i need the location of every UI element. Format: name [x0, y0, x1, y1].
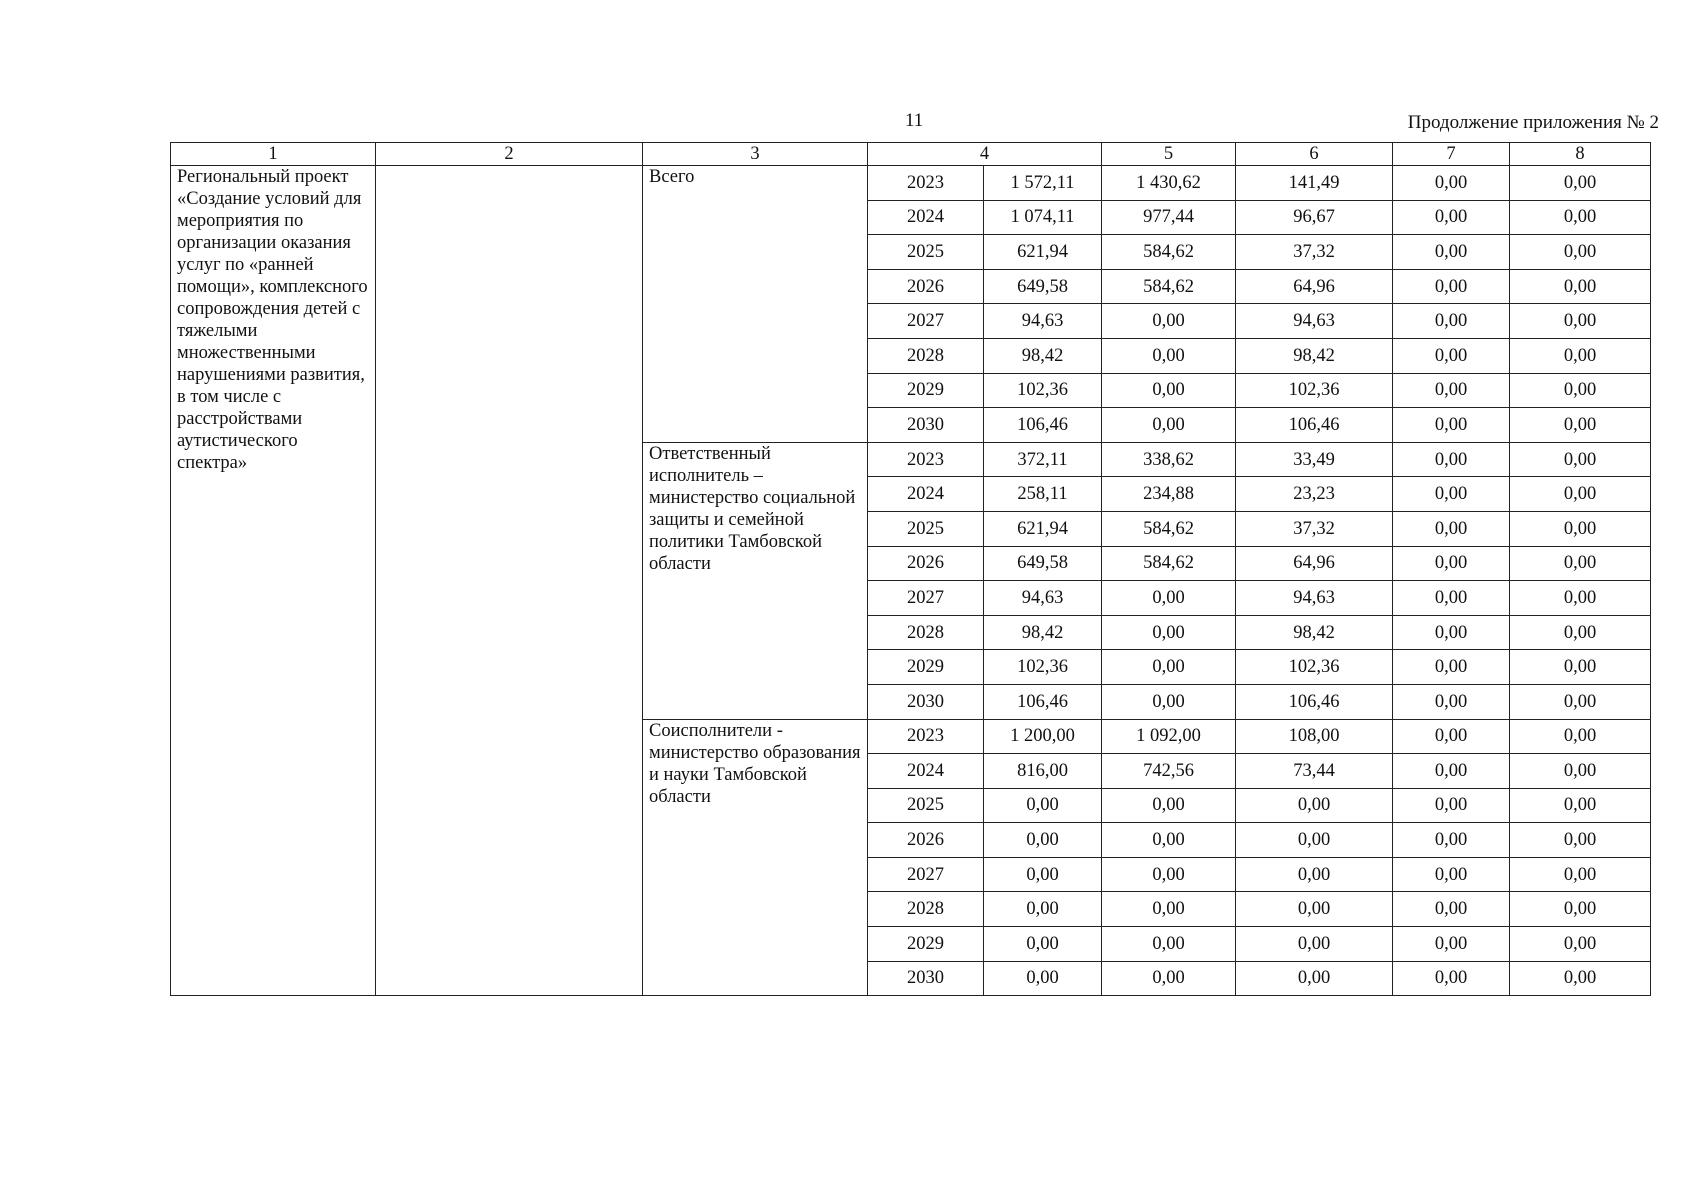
year-cell: 2029 — [868, 650, 984, 685]
column-8-value-cell: 0,00 — [1510, 961, 1651, 996]
year-cell: 2027 — [868, 304, 984, 339]
column-5-value-cell: 0,00 — [1102, 788, 1236, 823]
column-5-value-cell: 0,00 — [1102, 373, 1236, 408]
column-6-value-cell: 37,32 — [1236, 235, 1393, 270]
year-cell: 2030 — [868, 961, 984, 996]
column-5-value-cell: 0,00 — [1102, 650, 1236, 685]
column-7-value-cell: 0,00 — [1393, 477, 1510, 512]
column-7-value-cell: 0,00 — [1393, 615, 1510, 650]
year-cell: 2027 — [868, 581, 984, 616]
total-value-cell: 106,46 — [984, 684, 1102, 719]
year-cell: 2023 — [868, 719, 984, 754]
column-7-value-cell: 0,00 — [1393, 373, 1510, 408]
total-value-cell: 0,00 — [984, 788, 1102, 823]
column-8-value-cell: 0,00 — [1510, 442, 1651, 477]
column-8-value-cell: 0,00 — [1510, 546, 1651, 581]
column-5-value-cell: 0,00 — [1102, 338, 1236, 373]
column-5-value-cell: 0,00 — [1102, 961, 1236, 996]
year-cell: 2025 — [868, 511, 984, 546]
column-7-value-cell: 0,00 — [1393, 408, 1510, 443]
column-7-value-cell: 0,00 — [1393, 442, 1510, 477]
column-6-value-cell: 106,46 — [1236, 684, 1393, 719]
year-cell: 2025 — [868, 235, 984, 270]
column-6-value-cell: 0,00 — [1236, 823, 1393, 858]
column-2-cell — [376, 166, 643, 996]
total-value-cell: 98,42 — [984, 338, 1102, 373]
year-cell: 2026 — [868, 546, 984, 581]
column-5-value-cell: 977,44 — [1102, 200, 1236, 235]
column-number: 2 — [376, 143, 643, 166]
column-8-value-cell: 0,00 — [1510, 477, 1651, 512]
column-5-value-cell: 0,00 — [1102, 927, 1236, 962]
executor-label-cell: Ответственный исполнитель – министерство социальной защиты и семейной политики Тамбовской области — [643, 442, 868, 719]
column-5-value-cell: 338,62 — [1102, 442, 1236, 477]
column-8-value-cell: 0,00 — [1510, 200, 1651, 235]
column-5-value-cell: 1 092,00 — [1102, 719, 1236, 754]
column-6-value-cell: 94,63 — [1236, 581, 1393, 616]
column-6-value-cell: 0,00 — [1236, 961, 1393, 996]
column-5-value-cell: 742,56 — [1102, 754, 1236, 789]
year-cell: 2027 — [868, 857, 984, 892]
column-7-value-cell: 0,00 — [1393, 961, 1510, 996]
executor-label-cell: Всего — [643, 166, 868, 443]
column-8-value-cell: 0,00 — [1510, 581, 1651, 616]
total-value-cell: 1 572,11 — [984, 166, 1102, 201]
total-value-cell: 621,94 — [984, 511, 1102, 546]
column-8-value-cell: 0,00 — [1510, 788, 1651, 823]
year-cell: 2028 — [868, 892, 984, 927]
total-value-cell: 102,36 — [984, 650, 1102, 685]
column-6-value-cell: 102,36 — [1236, 373, 1393, 408]
total-value-cell: 98,42 — [984, 615, 1102, 650]
column-6-value-cell: 23,23 — [1236, 477, 1393, 512]
column-5-value-cell: 0,00 — [1102, 857, 1236, 892]
column-8-value-cell: 0,00 — [1510, 650, 1651, 685]
year-cell: 2023 — [868, 442, 984, 477]
project-name-cell: Региональный проект «Создание условий для мероприятия по организации оказания услуг по «ранней помощи», комплексного сопровождения детей с тяжелыми множественными нарушениями развития, в том числе с расстройствами аутистического спектра» — [171, 166, 376, 996]
column-5-value-cell: 584,62 — [1102, 511, 1236, 546]
column-5-value-cell: 584,62 — [1102, 269, 1236, 304]
column-7-value-cell: 0,00 — [1393, 304, 1510, 339]
year-cell: 2026 — [868, 269, 984, 304]
column-7-value-cell: 0,00 — [1393, 581, 1510, 616]
total-value-cell: 816,00 — [984, 754, 1102, 789]
column-7-value-cell: 0,00 — [1393, 754, 1510, 789]
column-8-value-cell: 0,00 — [1510, 338, 1651, 373]
total-value-cell: 621,94 — [984, 235, 1102, 270]
year-cell: 2030 — [868, 408, 984, 443]
column-6-value-cell: 33,49 — [1236, 442, 1393, 477]
year-cell: 2023 — [868, 166, 984, 201]
column-7-value-cell: 0,00 — [1393, 200, 1510, 235]
column-6-value-cell: 96,67 — [1236, 200, 1393, 235]
column-6-value-cell: 0,00 — [1236, 927, 1393, 962]
column-6-value-cell: 64,96 — [1236, 269, 1393, 304]
page-number: 11 — [905, 110, 924, 131]
total-value-cell: 106,46 — [984, 408, 1102, 443]
column-6-value-cell: 106,46 — [1236, 408, 1393, 443]
column-8-value-cell: 0,00 — [1510, 684, 1651, 719]
total-value-cell: 649,58 — [984, 269, 1102, 304]
column-8-value-cell: 0,00 — [1510, 511, 1651, 546]
total-value-cell: 0,00 — [984, 927, 1102, 962]
column-6-value-cell: 98,42 — [1236, 338, 1393, 373]
column-5-value-cell: 0,00 — [1102, 823, 1236, 858]
column-8-value-cell: 0,00 — [1510, 892, 1651, 927]
year-cell: 2026 — [868, 823, 984, 858]
total-value-cell: 102,36 — [984, 373, 1102, 408]
column-8-value-cell: 0,00 — [1510, 269, 1651, 304]
column-5-value-cell: 1 430,62 — [1102, 166, 1236, 201]
column-6-value-cell: 73,44 — [1236, 754, 1393, 789]
column-7-value-cell: 0,00 — [1393, 235, 1510, 270]
column-7-value-cell: 0,00 — [1393, 684, 1510, 719]
column-5-value-cell: 234,88 — [1102, 477, 1236, 512]
column-7-value-cell: 0,00 — [1393, 650, 1510, 685]
column-6-value-cell: 141,49 — [1236, 166, 1393, 201]
column-number: 6 — [1236, 143, 1393, 166]
column-5-value-cell: 0,00 — [1102, 892, 1236, 927]
column-5-value-cell: 0,00 — [1102, 615, 1236, 650]
column-8-value-cell: 0,00 — [1510, 615, 1651, 650]
total-value-cell: 372,11 — [984, 442, 1102, 477]
column-7-value-cell: 0,00 — [1393, 338, 1510, 373]
year-cell: 2029 — [868, 927, 984, 962]
column-5-value-cell: 0,00 — [1102, 581, 1236, 616]
column-6-value-cell: 108,00 — [1236, 719, 1393, 754]
column-6-value-cell: 98,42 — [1236, 615, 1393, 650]
column-number: 7 — [1393, 143, 1510, 166]
total-value-cell: 94,63 — [984, 581, 1102, 616]
column-8-value-cell: 0,00 — [1510, 235, 1651, 270]
total-value-cell: 258,11 — [984, 477, 1102, 512]
column-number: 8 — [1510, 143, 1651, 166]
total-value-cell: 0,00 — [984, 857, 1102, 892]
column-8-value-cell: 0,00 — [1510, 166, 1651, 201]
column-5-value-cell: 584,62 — [1102, 235, 1236, 270]
column-8-value-cell: 0,00 — [1510, 823, 1651, 858]
column-8-value-cell: 0,00 — [1510, 857, 1651, 892]
column-5-value-cell: 0,00 — [1102, 684, 1236, 719]
column-8-value-cell: 0,00 — [1510, 373, 1651, 408]
executor-label-cell: Соисполнители - министерство образования и науки Тамбовской области — [643, 719, 868, 996]
column-7-value-cell: 0,00 — [1393, 269, 1510, 304]
year-cell: 2025 — [868, 788, 984, 823]
total-value-cell: 94,63 — [984, 304, 1102, 339]
total-value-cell: 1 074,11 — [984, 200, 1102, 235]
column-number-row — [171, 143, 1651, 166]
column-7-value-cell: 0,00 — [1393, 892, 1510, 927]
column-7-value-cell: 0,00 — [1393, 788, 1510, 823]
column-5-value-cell: 0,00 — [1102, 408, 1236, 443]
column-7-value-cell: 0,00 — [1393, 927, 1510, 962]
column-number: 4 — [868, 143, 1102, 166]
column-number: 3 — [643, 143, 868, 166]
year-cell: 2024 — [868, 477, 984, 512]
total-value-cell: 0,00 — [984, 892, 1102, 927]
total-value-cell: 0,00 — [984, 961, 1102, 996]
column-6-value-cell: 102,36 — [1236, 650, 1393, 685]
column-number: 1 — [171, 143, 376, 166]
total-value-cell: 649,58 — [984, 546, 1102, 581]
column-6-value-cell: 0,00 — [1236, 857, 1393, 892]
year-cell: 2024 — [868, 200, 984, 235]
appendix-continuation-label: Продолжение приложения № 2 — [1407, 112, 1659, 133]
column-7-value-cell: 0,00 — [1393, 823, 1510, 858]
column-6-value-cell: 64,96 — [1236, 546, 1393, 581]
total-value-cell: 0,00 — [984, 823, 1102, 858]
year-cell: 2030 — [868, 684, 984, 719]
column-7-value-cell: 0,00 — [1393, 857, 1510, 892]
column-6-value-cell: 37,32 — [1236, 511, 1393, 546]
table-body — [171, 166, 1651, 996]
column-6-value-cell: 0,00 — [1236, 788, 1393, 823]
column-7-value-cell: 0,00 — [1393, 166, 1510, 201]
column-8-value-cell: 0,00 — [1510, 754, 1651, 789]
column-8-value-cell: 0,00 — [1510, 927, 1651, 962]
column-5-value-cell: 584,62 — [1102, 546, 1236, 581]
year-cell: 2029 — [868, 373, 984, 408]
budget-table — [170, 142, 1651, 996]
year-cell: 2024 — [868, 754, 984, 789]
table-row — [171, 166, 1651, 201]
column-8-value-cell: 0,00 — [1510, 304, 1651, 339]
column-6-value-cell: 94,63 — [1236, 304, 1393, 339]
column-7-value-cell: 0,00 — [1393, 719, 1510, 754]
year-cell: 2028 — [868, 615, 984, 650]
total-value-cell: 1 200,00 — [984, 719, 1102, 754]
year-cell: 2028 — [868, 338, 984, 373]
column-8-value-cell: 0,00 — [1510, 719, 1651, 754]
column-6-value-cell: 0,00 — [1236, 892, 1393, 927]
column-8-value-cell: 0,00 — [1510, 408, 1651, 443]
column-7-value-cell: 0,00 — [1393, 546, 1510, 581]
column-5-value-cell: 0,00 — [1102, 304, 1236, 339]
column-number: 5 — [1102, 143, 1236, 166]
column-7-value-cell: 0,00 — [1393, 511, 1510, 546]
